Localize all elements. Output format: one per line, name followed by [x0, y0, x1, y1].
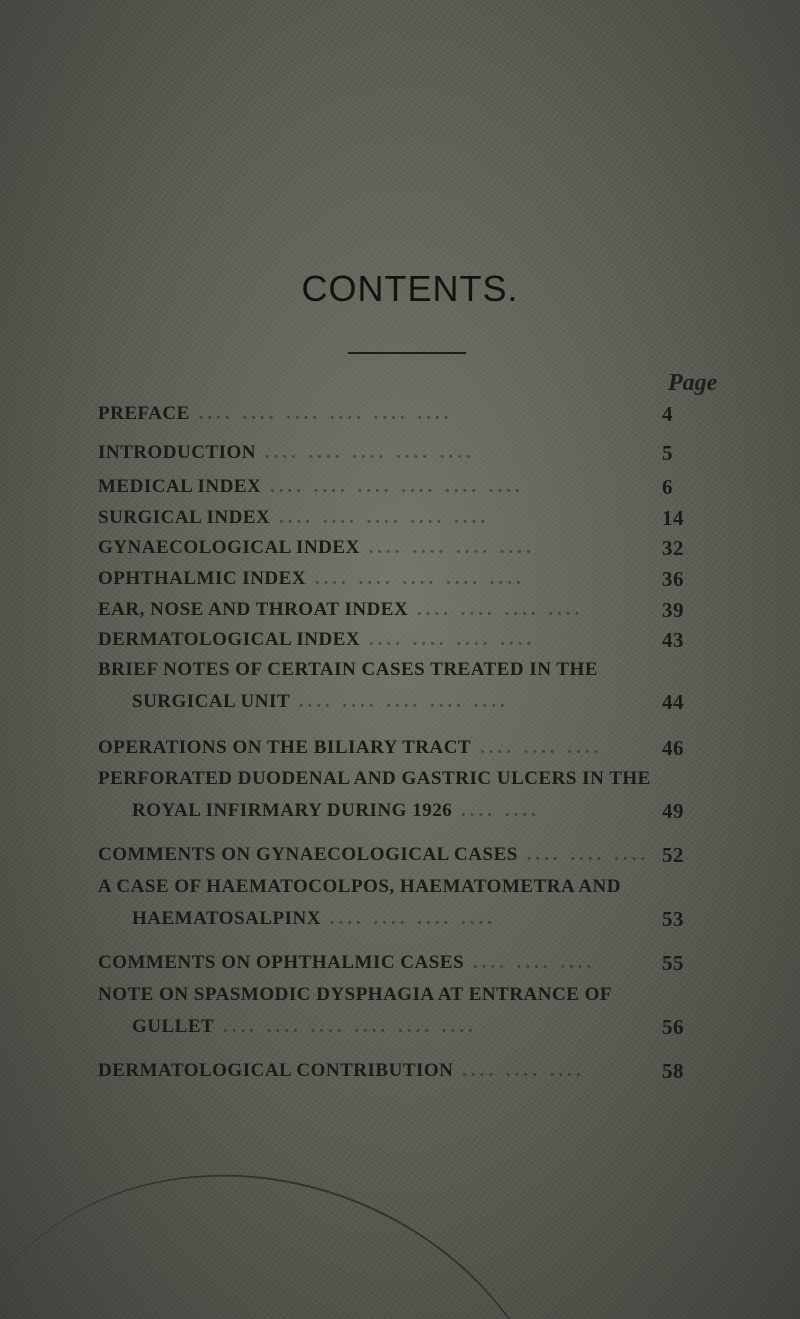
toc-page-number: 39 [662, 598, 684, 622]
toc-leader: .... .... [452, 800, 540, 821]
toc-entry-perforated-ulcers [98, 763, 690, 827]
toc-entry-medical-index [98, 471, 690, 503]
toc-entry-surgical-index [98, 502, 690, 534]
toc-page-number: 58 [662, 1059, 684, 1083]
toc-page-number: 32 [662, 536, 684, 560]
toc-page-number: 36 [662, 567, 684, 591]
toc-page-number: 56 [662, 1015, 684, 1039]
toc-leader: .... .... .... [471, 737, 603, 758]
contents-heading: CONTENTS. [301, 268, 519, 309]
toc-entry-title: OPHTHALMIC INDEX [98, 568, 307, 589]
toc-leader: .... .... .... [464, 952, 596, 973]
toc-leader: .... .... .... .... .... [256, 442, 475, 463]
toc-page-number: 6 [662, 475, 673, 499]
toc-entry-spasmodic-dysphagia [98, 979, 690, 1043]
toc-entry-title: DERMATOLOGICAL CONTRIBUTION [98, 1060, 454, 1081]
toc-entry-title: A CASE OF HAEMATOCOLPOS, HAEMATOMETRA AND [98, 876, 621, 897]
toc-page-number: 46 [662, 736, 684, 760]
toc-page-number: 5 [662, 441, 673, 465]
toc-leader: .... .... .... .... [408, 599, 584, 620]
toc-page-number: 43 [662, 628, 684, 652]
toc-leader: .... .... .... .... .... .... [214, 1016, 477, 1037]
toc-entry-brief-notes [98, 654, 690, 718]
toc-entry-title: NOTE ON SPASMODIC DYSPHAGIA AT ENTRANCE OF [98, 984, 613, 1005]
toc-leader: .... .... .... .... .... [270, 507, 489, 528]
toc-leader: .... .... .... [517, 844, 650, 865]
toc-entry-ent-index [98, 594, 690, 626]
toc-leader: .... .... .... .... .... [306, 568, 525, 589]
toc-entry-title-line2: GULLET [132, 1016, 215, 1037]
toc-entry-dermatological-contribution [98, 1055, 690, 1087]
toc-entry-title: PERFORATED DUODENAL AND GASTRIC ULCERS IN THE [98, 768, 651, 789]
toc-entry-gynaecological-index [98, 532, 690, 564]
toc-entry-title: GYNAECOLOGICAL INDEX [98, 537, 360, 558]
toc-leader: .... .... .... [453, 1060, 585, 1081]
toc-page-number: 55 [662, 951, 684, 975]
toc-entry-title: INTRODUCTION [98, 442, 257, 463]
toc-leader: .... .... .... .... [359, 537, 535, 558]
toc-entry-title: MEDICAL INDEX [98, 476, 262, 497]
toc-entry-title-line2: SURGICAL UNIT [132, 691, 291, 712]
toc-entry-title: EAR, NOSE AND THROAT INDEX [98, 599, 409, 620]
toc-page-number: 14 [662, 506, 684, 530]
toc-page-number: 53 [662, 907, 684, 931]
toc-entry-title: SURGICAL INDEX [98, 507, 271, 528]
toc-leader: .... .... .... .... .... .... [189, 403, 453, 424]
toc-leader: .... .... .... .... .... .... [261, 476, 524, 497]
toc-entry-title-line2: HAEMATOSALPINX [132, 908, 321, 929]
page-column-label: Page [668, 370, 718, 396]
toc-entry-title: BRIEF NOTES OF CERTAIN CASES TREATED IN THE [98, 659, 598, 680]
toc-entry-haematocolpos-case [98, 871, 690, 935]
toc-entry-gynaecological-comments [98, 839, 690, 871]
toc-entry-biliary-tract [98, 732, 690, 764]
toc-page-number: 4 [662, 402, 673, 426]
toc-entry-preface [98, 398, 690, 430]
toc-leader: .... .... .... .... [320, 908, 496, 929]
toc-entry-title-line2: ROYAL INFIRMARY DURING 1926 [132, 800, 453, 821]
toc-entry-ophthalmic-comments [98, 947, 690, 979]
toc-entry-dermatological-index [98, 624, 690, 656]
toc-entry-ophthalmic-index [98, 563, 690, 595]
toc-leader: .... .... .... .... [360, 629, 536, 650]
toc-leader: .... .... .... .... .... [290, 691, 509, 712]
toc-entry-title: PREFACE [98, 403, 190, 424]
toc-entry-title: COMMENTS ON GYNAECOLOGICAL CASES [98, 844, 518, 865]
toc-entry-title: COMMENTS ON OPHTHALMIC CASES [98, 952, 465, 973]
toc-entry-title: OPERATIONS ON THE BILIARY TRACT [98, 737, 472, 758]
toc-page-number: 52 [662, 843, 684, 867]
toc-entry-introduction [98, 437, 690, 469]
toc-page-number: 49 [662, 799, 684, 823]
toc-page-number: 44 [662, 690, 684, 714]
toc-entry-title: DERMATOLOGICAL INDEX [98, 629, 361, 650]
heading-rule [348, 352, 466, 354]
